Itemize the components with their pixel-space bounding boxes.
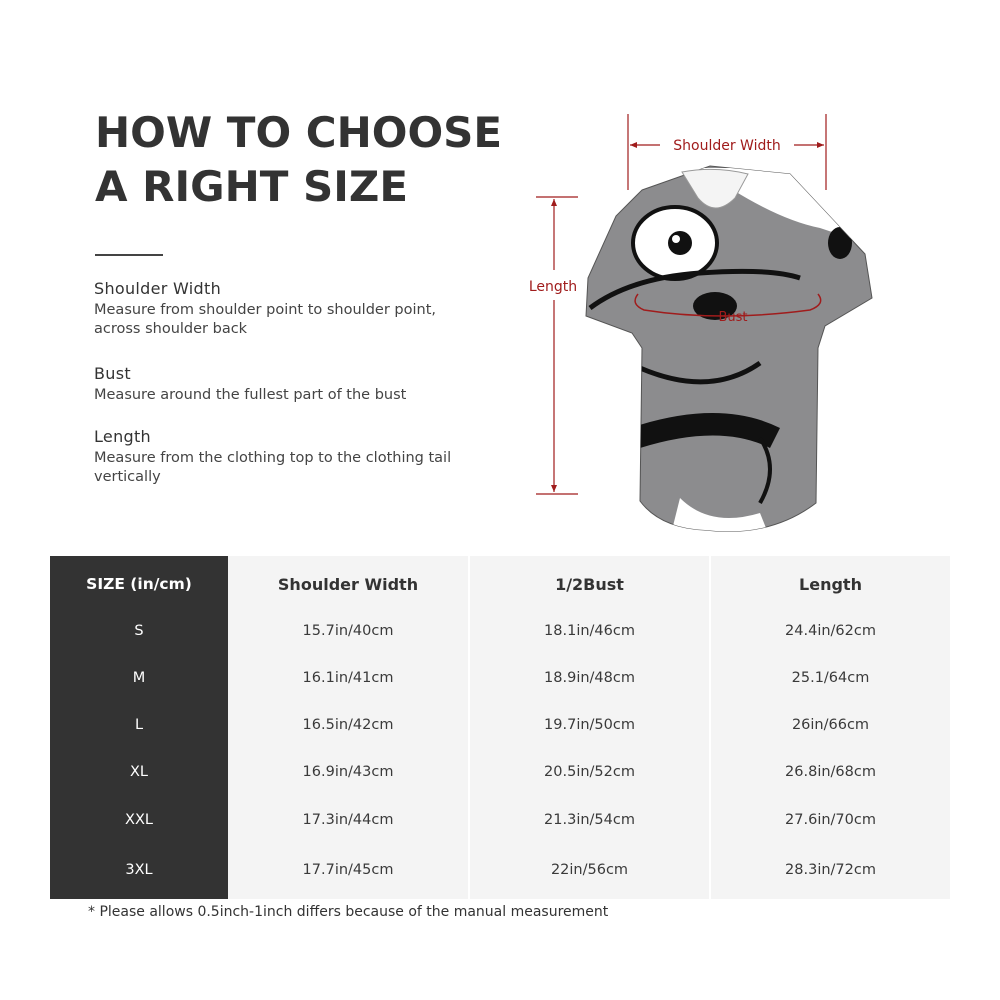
table-cell: 17.3in/44cm <box>302 812 394 828</box>
guide-shoulder-width <box>94 279 454 339</box>
guide-text: Measure around the fullest part of the bust <box>94 387 407 403</box>
guide-heading: Shoulder Width <box>94 279 222 298</box>
size-cell: M <box>132 670 146 686</box>
guide-bust <box>94 364 454 405</box>
table-cell: 16.1in/41cm <box>302 670 394 686</box>
length-column <box>711 556 950 899</box>
size-cell: 3XL <box>125 862 153 878</box>
guide-heading: Bust <box>94 364 131 383</box>
shoulder-width-header: Shoulder Width <box>277 575 419 594</box>
length-label: Length <box>528 279 578 295</box>
table-cell: 28.3in/72cm <box>785 862 876 878</box>
measurement-note: * Please allows 0.5inch-1inch differs because of the manual measurement <box>88 904 609 920</box>
tshirt-measurement-diagram <box>520 108 890 538</box>
table-cell: 16.5in/42cm <box>302 717 394 733</box>
size-cell: S <box>134 623 144 639</box>
table-cell: 24.4in/62cm <box>785 623 876 639</box>
table-cell: 27.6in/70cm <box>785 812 876 828</box>
size-chart-table <box>50 556 950 899</box>
half-bust-column <box>470 556 709 899</box>
size-header: SIZE (in/cm) <box>86 575 192 593</box>
table-cell: 26in/66cm <box>791 717 870 733</box>
half-bust-header: 1/2Bust <box>555 575 624 594</box>
size-cell: L <box>134 717 144 733</box>
title-line-2: A RIGHT SIZE <box>95 162 409 211</box>
tshirt-shape <box>586 166 880 538</box>
table-cell: 21.3in/54cm <box>544 812 635 828</box>
title-divider <box>95 254 163 256</box>
guide-text: Measure from shoulder point to shoulder point, across shoulder back <box>94 302 436 337</box>
shoulder-width-column <box>228 556 468 899</box>
table-cell: 16.9in/43cm <box>302 764 394 780</box>
size-cell: XXL <box>125 812 153 828</box>
shoulder-width-label: Shoulder Width <box>673 138 781 154</box>
guide-length <box>94 427 454 487</box>
table-cell: 26.8in/68cm <box>785 764 876 780</box>
title-line-1: HOW TO CHOOSE <box>95 108 503 157</box>
table-cell: 20.5in/52cm <box>544 764 635 780</box>
size-column <box>50 556 228 899</box>
table-cell: 18.1in/46cm <box>544 623 635 639</box>
table-cell: 19.7in/50cm <box>544 717 635 733</box>
guide-text: Measure from the clothing top to the clothing tail vertically <box>94 450 452 485</box>
size-cell: XL <box>129 764 148 780</box>
length-measure <box>529 197 578 494</box>
table-cell: 18.9in/48cm <box>544 670 635 686</box>
table-cell: 17.7in/45cm <box>302 862 394 878</box>
table-cell: 25.1/64cm <box>791 670 870 686</box>
guide-heading: Length <box>94 427 151 446</box>
table-cell: 22in/56cm <box>550 862 629 878</box>
length-header: Length <box>799 575 862 594</box>
page-title <box>95 106 502 214</box>
bust-label: Bust <box>718 310 748 325</box>
table-cell: 15.7in/40cm <box>302 623 394 639</box>
